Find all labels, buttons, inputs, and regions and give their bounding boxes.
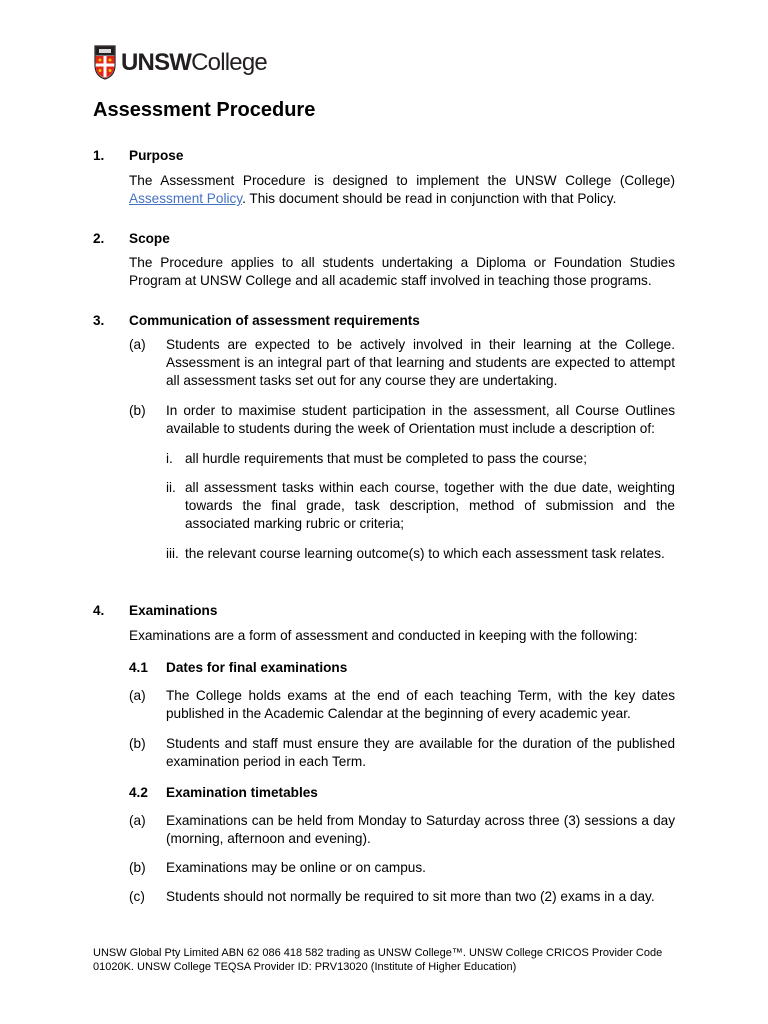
section-paragraph: The Procedure applies to all students undertaking a Diploma or Foundation Studies Program at UNSW College and all academic staff involved in teaching those programs. — [129, 255, 675, 288]
section-paragraph: The Assessment Procedure is designed to implement the UNSW College (College) Assessment Policy. This document should be read in conjunction with that Policy. — [129, 173, 675, 206]
section-heading: Scope — [129, 231, 170, 246]
list-label: (a) — [129, 688, 146, 703]
subsection-heading: Dates for final examinations — [166, 660, 348, 675]
list-label: iii. — [166, 546, 179, 561]
page-title: Assessment Procedure — [93, 99, 316, 121]
list-label: (b) — [129, 403, 146, 418]
list-label: (c) — [129, 889, 145, 904]
list-label: (a) — [129, 337, 146, 352]
section-heading: Communication of assessment requirements — [129, 313, 420, 328]
list-label: (a) — [129, 813, 146, 828]
list-item: all assessment tasks within each course, together with the due date, weighting towards the final grade, task description, method of submission and the associated marking rubric or criteria; — [185, 480, 675, 531]
list-item: Examinations can be held from Monday to Saturday across three (3) sessions a day (morning, afternoon and evening). — [166, 813, 675, 846]
subsection-number: 4.2 — [129, 785, 148, 800]
list-item: all hurdle requirements that must be completed to pass the course; — [185, 451, 587, 466]
list-item: In order to maximise student participation in the assessment, all Course Outlines available to students during the week of Orientation must include a description of: — [166, 403, 675, 436]
list-item: Examinations may be online or on campus. — [166, 860, 426, 875]
section-number: 1. — [93, 148, 105, 163]
list-item: Students and staff must ensure they are available for the duration of the published examination period in each Term. — [166, 736, 675, 769]
list-item: Students are expected to be actively involved in their learning at the College. Assessment is an integral part of that learning and students are expected to attempt all assessment tasks set out for any course they are undertaking. — [166, 337, 675, 388]
logo-wordmark: UNSWCollege — [121, 48, 267, 76]
list-label: i. — [166, 451, 173, 466]
subsection-heading: Examination timetables — [166, 785, 318, 800]
page-footer: UNSW Global Pty Limited ABN 62 086 418 582 trading as UNSW College™. UNSW College CRICOS Provider Code 01020K. UNSW College TEQSA Provider ID: PRV13020 (Institute of Higher Education) — [93, 947, 663, 973]
list-item: The College holds exams at the end of each teaching Term, with the key dates published in the Academic Calendar at the beginning of every academic year. — [166, 688, 675, 721]
list-item: Students should not normally be required to sit more than two (2) exams in a day. — [166, 889, 655, 904]
list-label: (b) — [129, 736, 146, 751]
unsw-college-logo — [94, 45, 267, 80]
section-number: 2. — [93, 231, 105, 246]
section-heading: Purpose — [129, 148, 184, 163]
list-label: (b) — [129, 860, 146, 875]
list-item: the relevant course learning outcome(s) to which each assessment task relates. — [185, 546, 665, 561]
crest-icon — [94, 45, 116, 80]
list-label: ii. — [166, 480, 176, 495]
section-heading: Examinations — [129, 603, 218, 618]
assessment-policy-link[interactable]: Assessment Policy — [129, 191, 243, 206]
section-number: 4. — [93, 603, 105, 618]
section-number: 3. — [93, 313, 105, 328]
subsection-number: 4.1 — [129, 660, 148, 675]
section-paragraph: Examinations are a form of assessment and conducted in keeping with the following: — [129, 628, 638, 643]
